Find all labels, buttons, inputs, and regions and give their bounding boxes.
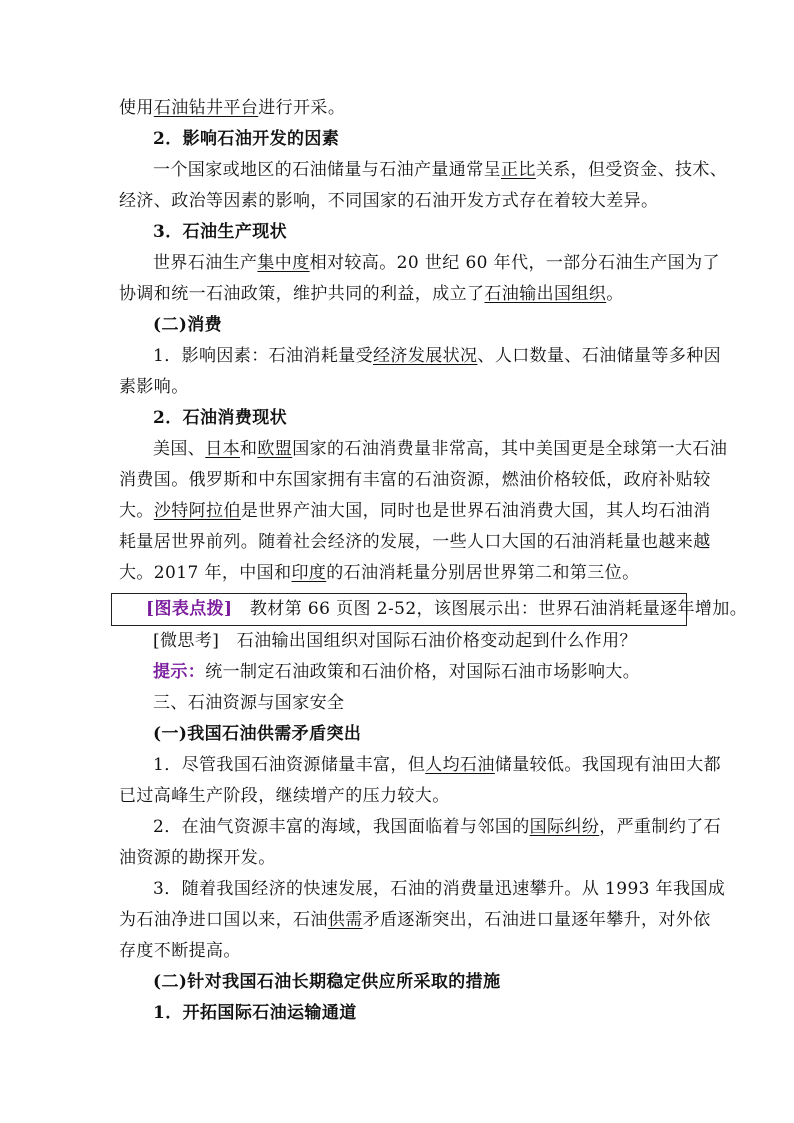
paragraph-consumption-1 (119, 434, 728, 465)
paragraph-consumption-4: 耗量居世界前列。随着社会经济的发展，一些人口大国的石油消耗量也越来越 (119, 532, 711, 552)
text: 的石油消耗量分别居世界第二和第三位。 (326, 563, 640, 583)
text: 大。2017 年，中国和 (119, 563, 292, 583)
chart-tip-text: 教材第 66 页图 2-52，该图展示出：世界石油消耗量逐年增加。 (232, 599, 748, 619)
heading-security: 三、石油资源与国家安全 (153, 693, 345, 713)
heading-consumption-status: 2．石油消费现状 (153, 408, 288, 428)
underlined-term: 人均石油 (425, 755, 495, 775)
underlined-term: 集中度 (257, 253, 310, 273)
paragraph-consumption-factors-2: 素影响。 (119, 377, 189, 397)
paragraph-imports-1: 3．随着我国经济的快速发展，石油的消费量迅速攀升。从 1993 年我国成 (153, 879, 726, 899)
paragraph-reserves-1 (119, 750, 722, 781)
text: 美国、 (153, 439, 206, 459)
paragraph-imports-3: 存度不断提高。 (119, 941, 241, 961)
paragraph-factors-2: 经济、政治等因素的影响，不同国家的石油开发方式存在着较大差异。 (119, 191, 659, 211)
paragraph-consumption-3 (119, 496, 711, 527)
underlined-term: 欧盟 (257, 439, 293, 459)
text: 、人口数量、石油储量等多种因 (477, 346, 722, 366)
text: 相对较高。20 世纪 60 年代，一部分石油生产国为了 (309, 253, 720, 273)
hint-text: 统一制定石油政策和石油价格，对国际石油市场影响大。 (205, 662, 641, 682)
hint-tag: 提示： (153, 662, 206, 682)
text: 1．影响因素：石油消耗量受 (153, 346, 374, 366)
text: 为石油净进口国以来，石油 (119, 910, 328, 930)
text: 矛盾逐渐突出，石油进口量逐年攀升，对外依 (362, 910, 711, 930)
heading-factors: 2．影响石油开发的因素 (153, 129, 340, 149)
chart-tip-box (111, 593, 748, 626)
underlined-term: 沙特阿拉伯 (153, 501, 241, 521)
text: 世界石油生产 (153, 253, 258, 273)
paragraph-reserves-2: 已过高峰生产阶段，继续增产的压力较大。 (119, 786, 450, 806)
text: 储量较低。我国现有油田大都 (494, 755, 722, 775)
paragraph-production-1 (119, 248, 720, 279)
heading-consumption: (二)消费 (153, 315, 223, 335)
think-question (119, 626, 681, 657)
heading-measures: (二)针对我国石油长期稳定供应所采取的措施 (153, 972, 501, 992)
text: 国家的石油消费量非常高，其中美国更是全球第一大石油 (292, 439, 728, 459)
paragraph-disputes-1 (119, 812, 722, 843)
underlined-term: 供需 (327, 910, 363, 930)
underlined-term: 石油钻井平台 (153, 98, 259, 118)
underlined-term: 印度 (291, 563, 327, 583)
paragraph-production-2 (119, 279, 681, 310)
heading-transport-channels: 1．开拓国际石油运输通道 (153, 1003, 357, 1023)
paragraph-consumption-5 (119, 558, 681, 589)
hint-answer (119, 657, 681, 688)
text: 进行开采。 (258, 98, 346, 118)
paragraph-imports-2 (119, 905, 711, 936)
paragraph-factors-1 (119, 155, 728, 186)
text: 一个国家或地区的石油储量与石油产量通常呈 (153, 160, 501, 180)
text: 。 (606, 284, 624, 304)
text: ，严重制约了石 (599, 817, 722, 837)
text: 关系，但受资金、技术、 (535, 160, 728, 180)
chart-tip-tag: [图表点拨] (146, 599, 233, 619)
text: 是世界产油大国，同时也是世界石油消费大国，其人均石油消 (240, 501, 711, 521)
think-tag: [微思考] (153, 631, 220, 651)
paragraph-drilling (119, 93, 681, 124)
think-text: 石油输出国组织对国际石油价格变动起到什么作用？ (219, 631, 637, 651)
text: 和 (240, 439, 258, 459)
paragraph-disputes-2: 油资源的勘探开发。 (119, 848, 276, 868)
underlined-term: 经济发展状况 (373, 346, 478, 366)
underlined-term: 石油输出国组织 (484, 284, 607, 304)
underlined-term: 正比 (501, 160, 536, 180)
underlined-term: 日本 (205, 439, 241, 459)
heading-production-status: 3．石油生产现状 (153, 222, 288, 242)
text: 大。 (119, 501, 154, 521)
text: 2．在油气资源丰富的海域，我国面临着与邻国的 (153, 817, 530, 837)
text: 使用 (119, 98, 154, 118)
text: 1．尽管我国石油资源储量丰富，但 (153, 755, 426, 775)
document-body (119, 93, 748, 1029)
text: 协调和统一石油政策，维护共同的利益，成立了 (119, 284, 485, 304)
paragraph-consumption-factors-1 (119, 341, 722, 372)
underlined-term: 国际纠纷 (529, 817, 600, 837)
paragraph-consumption-2: 消费国。俄罗斯和中东国家拥有丰富的石油资源，燃油价格较低，政府补贴较 (119, 470, 711, 490)
heading-supply-contradiction: (一)我国石油供需矛盾突出 (153, 724, 362, 744)
